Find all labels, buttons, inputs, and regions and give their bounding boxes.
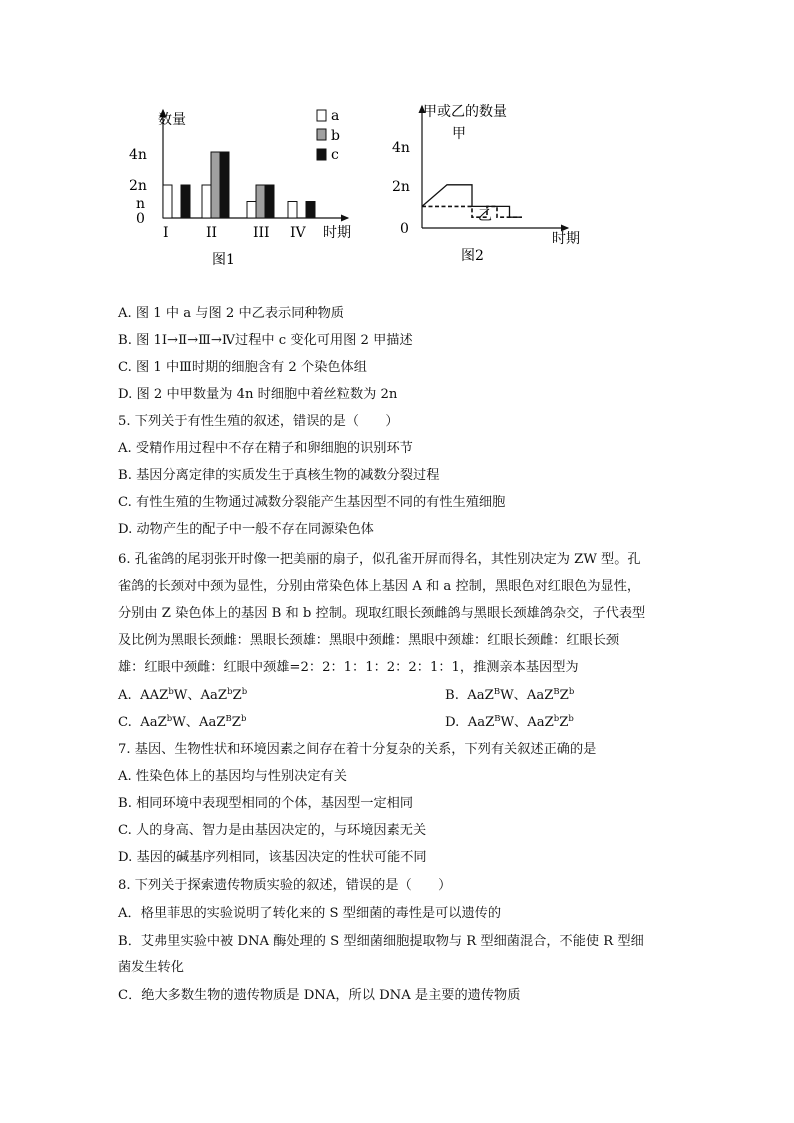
q6-stem-line-3: 分别由 Z 染色体上的基因 B 和 b 控制。现取红眼长颈雌鸽与黑眼长颈雄鸽杂交，子代表型 bbox=[118, 606, 646, 621]
bar-c-II bbox=[220, 152, 229, 218]
q5-option-d: D. 动物产生的配子中一般不存在同源染色体 bbox=[118, 522, 374, 537]
x-axis-label: 时期 bbox=[552, 231, 580, 247]
legend-label-b: b bbox=[331, 128, 340, 144]
bar-a-II bbox=[202, 185, 211, 218]
q7-stem: 7. 基因、生物性状和环境因素之间存在着十分复杂的关系，下列有关叙述正确的是 bbox=[118, 742, 597, 757]
q6-option-a bbox=[118, 686, 247, 706]
q4-option-d: D. 图 2 中甲数量为 4n 时细胞中着丝粒数为 2n bbox=[118, 387, 398, 402]
genotype-part: AaZ bbox=[467, 715, 495, 730]
q7-option-a: A. 性染色体上的基因均与性别决定有关 bbox=[118, 769, 347, 784]
bar-a-I bbox=[163, 185, 172, 218]
genotype-part: Z bbox=[559, 715, 569, 730]
genotype-part: Z bbox=[559, 688, 569, 703]
q4-option-a: A. 图 1 中 a 与图 2 中乙表示同种物质 bbox=[118, 306, 344, 321]
bar-b-III bbox=[256, 185, 265, 218]
q5-option-a: A. 受精作用过程中不存在精子和卵细胞的识别环节 bbox=[118, 441, 413, 456]
q6-stem-line-1: 6. 孔雀鸽的尾羽张开时像一把美丽的扇子，似孔雀开屏而得名，其性别决定为 ZW 型。孔 bbox=[118, 552, 641, 567]
q8-option-c: C．绝大多数生物的遗传物质是 DNA，所以 DNA 是主要的遗传物质 bbox=[118, 988, 521, 1003]
allele-superscript: b bbox=[241, 687, 248, 697]
y-tick-0: 0 bbox=[400, 221, 409, 237]
q7-option-d: D. 基因的碱基序列相同，该基因决定的性状可能不同 bbox=[118, 850, 427, 865]
y-tick-n: n bbox=[136, 196, 146, 212]
q6-option-b bbox=[445, 686, 574, 706]
q6-stem-line-5: 雄：红眼中颈雌：红眼中颈雄=2：2：1：1：2：2：1：1，推测亲本基因型为 bbox=[118, 660, 579, 675]
x-tick-IV: IV bbox=[290, 225, 306, 241]
option-letter: B. bbox=[445, 688, 459, 703]
y-tick-2n: 2n bbox=[129, 178, 147, 194]
legend-swatch-b bbox=[317, 129, 326, 140]
figure-1-caption: 图1 bbox=[212, 252, 235, 268]
y-tick-0: 0 bbox=[136, 211, 145, 227]
allele-superscript: b bbox=[568, 687, 575, 697]
bar-c-III bbox=[265, 185, 274, 218]
genotype-part: AAZ bbox=[140, 688, 169, 703]
allele-superscript: B bbox=[553, 687, 560, 697]
q6-option-c bbox=[118, 713, 246, 733]
allele-superscript: B bbox=[494, 714, 501, 724]
bar-c-I bbox=[181, 185, 190, 218]
q7-option-c: C. 人的身高、智力是由基因决定的，与环境因素无关 bbox=[118, 823, 427, 838]
series-label-jia: 甲 bbox=[452, 126, 466, 142]
genotype-part: W、AaZ bbox=[500, 688, 554, 703]
y-tick-2n: 2n bbox=[392, 179, 410, 195]
option-letter: A. bbox=[118, 688, 132, 703]
y-axis-label: 数量 bbox=[158, 112, 186, 128]
q8-option-b-line-2: 菌发生转化 bbox=[118, 960, 184, 975]
allele-superscript: b bbox=[568, 714, 574, 724]
option-letter: C. bbox=[118, 715, 132, 730]
y-tick-4n: 4n bbox=[129, 147, 147, 163]
allele-superscript: b bbox=[240, 714, 247, 724]
q6-stem-line-2: 雀鸽的长颈对中颈为显性，分别由常染色体上基因 A 和 a 控制，黑眼色对红眼色为显性， bbox=[118, 579, 641, 594]
legend-swatch-a bbox=[317, 110, 326, 121]
q6-stem-line-4: 及比例为黑眼长颈雌：黑眼长颈雄：黑眼中颈雌：黑眼中颈雄：红眼长颈雌：红眼长颈 bbox=[118, 633, 620, 648]
legend-label-c: c bbox=[331, 147, 339, 163]
genotype-part: Z bbox=[231, 715, 241, 730]
allele-superscript: b bbox=[166, 714, 173, 724]
q8-option-b-line-1: B．艾弗里实验中被 DNA 酶处理的 S 型细菌细胞提取物与 R 型细菌混合，不能使 R 型细 bbox=[118, 934, 644, 949]
q8-stem: 8. 下列关于探索遗传物质实验的叙述，错误的是（ ） bbox=[118, 878, 452, 893]
bars-group bbox=[163, 152, 315, 218]
figure-2-line-chart bbox=[392, 98, 592, 268]
bar-a-III bbox=[247, 202, 256, 219]
figure-1-bar-chart bbox=[120, 100, 360, 275]
genotype-part: AaZ bbox=[467, 688, 494, 703]
q5-option-b: B. 基因分离定律的实质发生于真核生物的减数分裂过程 bbox=[118, 468, 440, 483]
x-tick-II: II bbox=[206, 225, 218, 241]
genotype-part: Z bbox=[232, 688, 242, 703]
q8-option-a: A．格里菲思的实验说明了转化来的 S 型细菌的毒性是可以遗传的 bbox=[118, 906, 502, 921]
x-tick-III: III bbox=[253, 225, 270, 241]
lines-group bbox=[422, 185, 522, 217]
q5-stem: 5. 下列关于有性生殖的叙述，错误的是（ ） bbox=[118, 414, 399, 429]
allele-superscript: b bbox=[168, 687, 174, 697]
bar-b-II bbox=[211, 152, 220, 218]
allele-superscript: b bbox=[227, 687, 233, 697]
figure-2-caption: 图2 bbox=[461, 248, 484, 264]
legend-swatch-c bbox=[317, 149, 326, 160]
y-tick-4n: 4n bbox=[392, 140, 410, 156]
legend-label-a: a bbox=[331, 108, 340, 124]
x-axis-label: 时期 bbox=[323, 225, 351, 241]
genotype-part: AaZ bbox=[140, 715, 167, 730]
allele-superscript: B bbox=[493, 687, 501, 697]
q7-option-b: B. 相同环境中表现型相同的个体，基因型一定相同 bbox=[118, 796, 414, 811]
bar-a-IV bbox=[288, 202, 297, 219]
q4-option-b: B. 图 1Ⅰ→Ⅱ→Ⅲ→Ⅳ过程中 c 变化可用图 2 甲描述 bbox=[118, 333, 413, 348]
bar-c-IV bbox=[306, 202, 315, 219]
series-line-yi bbox=[422, 206, 522, 217]
x-tick-I: I bbox=[163, 225, 169, 241]
y-axis-label: 甲或乙的数量 bbox=[423, 104, 507, 120]
q6-option-d bbox=[445, 713, 574, 733]
allele-superscript: b bbox=[553, 714, 560, 724]
genotype-part: W、AaZ bbox=[173, 688, 228, 703]
genotype-part: W、AaZ bbox=[172, 715, 226, 730]
genotype-part: W、AaZ bbox=[500, 715, 554, 730]
option-letter: D. bbox=[445, 715, 460, 730]
q5-option-c: C. 有性生殖的生物通过减数分裂能产生基因型不同的有性生殖细胞 bbox=[118, 495, 506, 510]
q4-option-c: C. 图 1 中Ⅲ时期的细胞含有 2 个染色体组 bbox=[118, 360, 367, 375]
series-label-yi: 乙 bbox=[478, 208, 492, 224]
allele-superscript: B bbox=[225, 714, 232, 724]
